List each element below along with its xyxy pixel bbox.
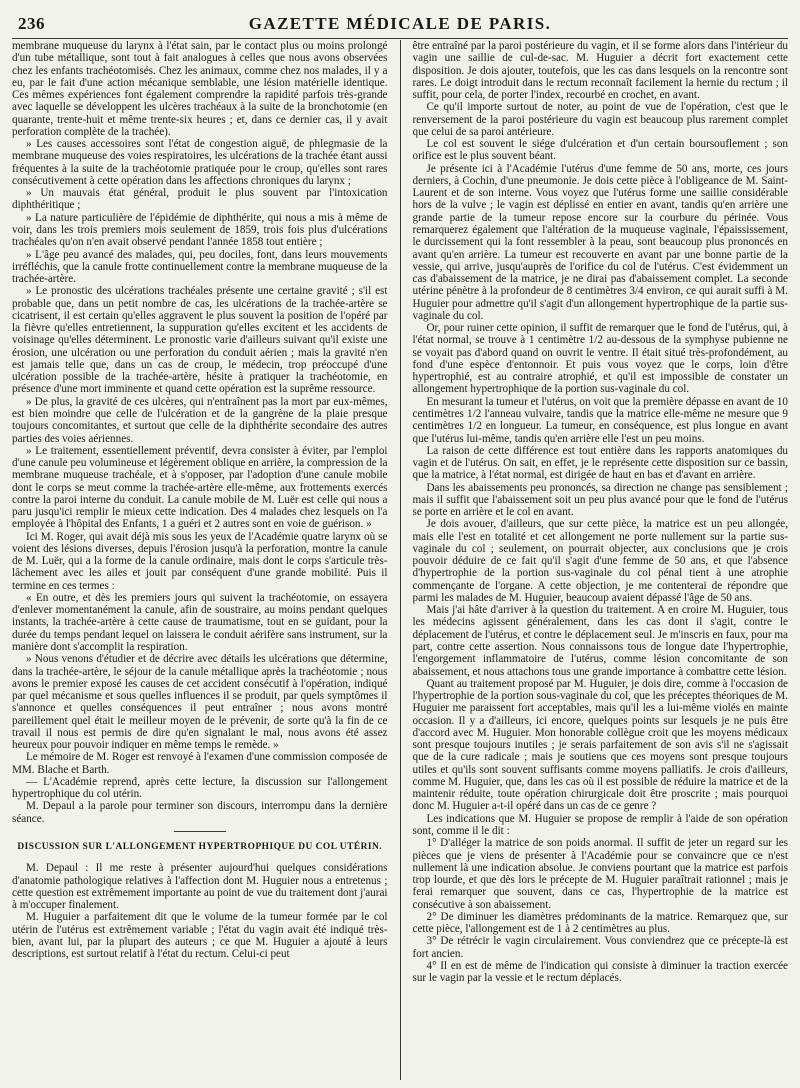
paragraph: » Les causes accessoires sont l'état de congestion aiguë, de phlegmasie de la membrane muqueuse des voies respiratoires, les ulcérations de la trachée étant aussi fréquentes à la suite de la trachéotomie pratiquée pour le croup, qu'elles sont rares consécutivement à cette opération dans les affections chroniques du larynx ; bbox=[12, 138, 388, 187]
paragraph: — L'Académie reprend, après cette lecture, la discussion sur l'allongement hypertrophique du col utérin. bbox=[12, 775, 388, 801]
paragraph: En mesurant la tumeur et l'utérus, on voit que la première dépasse en avant de 10 centimètres 1/2 l'anneau vulvaire, tandis que la matrice elle-même ne mesure que 9 centimètres 1/2 en longueur. La tumeur, en conséquence, est plus longue en avant que l'utérus lui-même, tandis qu'en arrière elle l'est un peu moins. bbox=[412, 395, 788, 445]
paragraph: membrane muqueuse du larynx à l'état sain, par le contact plus ou moins prolongé d'un tube métallique, sont tout à fait analogues à celles que nous avons observées chez les enfants trachéotomisés. Chez les animaux, comme chez nos malades, il y a eu, par le fait d'une action mécanique semblable, une lésion matérielle identique. Ces mêmes expériences font également comprendre la rapidité parfois très-grande avec laquelle se développent les ulcères trachéaux à la suite de la bronchotomie (en quarante, trente-huit et même trente-six heures ; et, dans ce dernier cas, il y avait perforation complète de la trachée). bbox=[12, 40, 388, 138]
paragraph: Ici M. Roger, qui avait déjà mis sous les yeux de l'Académie quatre larynx où se voient des lésions diverses, depuis l'érosion jusqu'à la perforation, montre la canule de M. Luër, qui a la forme de la canule ordinaire, mais dont le corps s'articule très-lâchement avec les ailes et jouit par conséquent d'une grande mobilité. Puis il termine en ces termes : bbox=[12, 530, 388, 592]
paragraph: être entraîné par la paroi postérieure du vagin, et il se forme alors dans l'intérieur du vagin une saillie de cul-de-sac. M. Huguier a décrit fort exactement cette disposition. Je dois ajouter, toutefois, que les cas dans lesquels on la rencontre sont rares. Le doigt introduit dans le rectum reconnaît facilement la hernie du rectum ; il suffit, pour cela, de porter l'index, recourbé en crochet, en avant. bbox=[412, 40, 788, 102]
paragraph: » De plus, la gravité de ces ulcères, qui n'entraînent pas la mort par eux-mêmes, est bien moindre que celle de l'ulcération et de la gangrène de la plaie presque toujours concomitantes, et surtout que celle de la diphthérite secondaire des autres parties des voies aériennes. bbox=[12, 395, 388, 445]
section-heading: DISCUSSION SUR L'ALLONGEMENT HYPERTROPHIQUE DU COL UTÉRIN. bbox=[17, 842, 383, 852]
paragraph: M. Depaul a la parole pour terminer son discours, interrompu dans la dernière séance. bbox=[12, 800, 388, 825]
paragraph: Les indications que M. Huguier se propose de remplir à l'aide de son opération sont, comme il le dit : bbox=[412, 812, 788, 837]
paragraph: Or, pour ruiner cette opinion, il suffit de remarquer que le fond de l'utérus, qui, à l'état normal, se trouve à 1 centimètre 1/2 au-dessous de la symphyse pubienne ne se voyait pas d'abord quand on ouvrit le ventre. Il était situé très-profondément, au fond d'une espèce d'entonnoir. Et puis vous voyez que le corps, loin d'être hypertrophié, est au contraire atrophié, et qu'il est impossible de constater un allongement hypertrophique de la portion sus-vaginale du col. bbox=[412, 322, 788, 396]
paragraph: Quant au traitement proposé par M. Huguier, je dois dire, comme à l'occasion de l'hypertrophie de la portion sous-vaginale du col, que les préceptes théoriques de M. Huguier me paraissent fort acceptables, mais qu'il les a lui-même violés en mainte occasion. Il y a d'ailleurs, ici encore, quelques points sur lesquels je ne puis être d'accord avec M. Huguier. Mon honorable collègue croit que les moyens médicaux sont presque toujours inutiles ; je serais parfaitement de son avis s'il ne s'agissait que de la cure radicale ; mais je soutiens que ces moyens sont presque toujours utiles et qu'ils sont souvent suffisants comme moyens palliatifs. Je crois d'ailleurs, comme M. Huguier, que, dans les cas où il est possible de réduire la matrice et de la maintenir réduite, toute opération chirurgicale doit être proscrite ; mais pourquoi donc M. Huguier a-t-il opéré dans un cas de ce genre ? bbox=[412, 677, 788, 813]
right-column bbox=[413, 40, 789, 1080]
paragraph: 3° De rétrécir le vagin circulairement. Vous conviendrez que ce précepte-là est fort ancien. bbox=[412, 935, 788, 960]
column-divider bbox=[400, 40, 401, 1080]
paragraph: » Un mauvais état général, produit le plus souvent par l'intoxication diphthéritique ; bbox=[12, 187, 388, 212]
paragraph: M. Huguier a parfaitement dit que le volume de la tumeur formée par le col utérin de l'utérus est extrêmement variable ; l'état du vagin avait été indiqué très-bien, avant lui, par la plupart des auteurs ; ce que M. Huguier a ajouté à leurs descriptions, est surtout relatif à l'état du rectum. Celui-ci peut bbox=[12, 911, 388, 961]
paragraph: » La nature particulière de l'épidémie de diphthérite, qui nous a mis à même de voir, dans les trois premiers mois seulement de 1859, trois fois plus d'ulcérations trachéales qu'on n'en avait observé pendant l'année 1858 tout entière ; bbox=[12, 211, 388, 249]
page-header bbox=[12, 10, 788, 39]
left-column bbox=[12, 40, 388, 1080]
page-number: 236 bbox=[18, 14, 45, 33]
paragraph: La raison de cette différence est tout entière dans les rapports anatomiques du vagin et de l'utérus. On sait, en effet, je le représente cette disposition sur ce bassin, que la matrice, à l'état normal, est dirigée de haut en bas et d'avant en arrière. bbox=[412, 444, 788, 482]
section-rule bbox=[174, 831, 226, 832]
journal-title: GAZETTE MÉDICALE DE PARIS. bbox=[248, 14, 552, 33]
paragraph: Dans les abaissements peu prononcés, sa direction ne change pas sensiblement ; mais il suffit que l'abaissement soit un peu plus avancé pour que le fond de l'utérus se porte en arrière et le col en avant. bbox=[412, 481, 788, 519]
paragraph: 1° D'alléger la matrice de son poids anormal. Il suffit de jeter un regard sur les pièces que je viens de présenter à l'Académie pour se convaincre que ce n'est nullement là une indication absolue. Je conviens pourtant que la matrice est parfois trop lourde, et que dès lors le précepte de M. Huguier paraîtrait rationnel ; mais je ferai remarquer que souvent, dans ce cas, l'hypertrophie de la matrice est consécutive à son abaissement. bbox=[412, 837, 788, 911]
paragraph: Je dois avouer, d'ailleurs, que sur cette pièce, la matrice est un peu allongée, mais elle l'est en totalité et cet allongement ne porte nullement sur la partie sus-vaginale du col ; seulement, on pourrait objecter, aux conclusions que je crois pouvoir déduire de ce fait qu'il s'agit d'une femme de 50 ans, et que l'absence d'hypertrophie de la portion sus-vaginale du col pénal tient à une atrophie commençante de l'organe. A cette objection, je me contenterai de répondre que parmi les malades de M. Huguier, beaucoup avaient dépassé l'âge de 50 ans. bbox=[412, 518, 788, 604]
paragraph: M. Depaul : Il me reste à présenter aujourd'hui quelques considérations d'anatomie pathologique relatives à l'affection dont M. Huguier nous a entretenus ; cette question est extrêmement importante au point de vue du traitement dont j'aurai à m'occuper finalement. bbox=[12, 862, 388, 912]
paragraph: « En outre, et dès les premiers jours qui suivent la trachéotomie, on essayera d'enlever momentanément la canule, afin de soustraire, au moins pendant quelques instants, la trachée-artère à cette cause de traumatisme, tout en se guidant, pour la durée du temps pendant lequel on laissera le conduit aérifère sans instrument, sur la manière dont s'accomplit la respiration. bbox=[12, 591, 388, 654]
paragraph: Je présente ici à l'Académie l'utérus d'une femme de 50 ans, morte, ces jours derniers, à Cochin, d'une pneumonie. Je dois cette pièce à l'obligeance de M. Saint-Laurent et de son interne. Vous voyez que l'utérus forme une saillie considérable hors de la vulve ; le vagin est déplissé en entier en avant, tandis qu'en arrière une grande partie de la tumeur repose encore sur la courbure du périnée. Vous remarquerez également que l'altération de la muqueuse vaginale, l'épaississement, le durcissement qui la font ressembler à la peau, sont beaucoup plus prononcés en avant qu'en arrière. La tumeur est recouverte en avant par une bonne partie de la vessie, qui arrive, jusqu'auprès de l'orifice du col de l'utérus. C'est évidemment un cas d'abaissement de la matrice, je ne dirai pas d'abaissement complet. La seconde utérine pénètre à la profondeur de 8 centimètres 3/4 environ, ce qui aurait suffi à M. Huguier pour admettre qu'il s'agit d'un allongement hypertrophique de la partie sus-vaginale du col. bbox=[412, 162, 788, 322]
paragraph: » Le traitement, essentiellement préventif, devra consister à éviter, par l'emploi d'une canule peu volumineuse et légèrement oblique en arrière, la compression de la membrane muqueuse trachéale, et à s'opposer, par l'adoption d'une canule mobile dont le corps se meut comme la trachée-artère elle-même, aux frottements exercés contre la paroi interne du conduit. La canule mobile de M. Luër est celle qui nous a paru jusqu'ici remplir le mieux cette indication. Des 4 malades chez lesquels on l'a employée à l'hôpital des Enfants, 1 a guéri et 2 autres sont en voie de guérison. » bbox=[12, 444, 388, 531]
text-columns bbox=[12, 40, 788, 1080]
paragraph: » L'âge peu avancé des malades, qui, peu dociles, font, dans leurs mouvements irréfléchis, que la canule frotte continuellement contre la membrane muqueuse de la trachée-artère. bbox=[12, 248, 388, 286]
paragraph: Le col est souvent le siége d'ulcération et d'un certain boursouflement ; son orifice est le plus souvent béant. bbox=[412, 138, 788, 163]
paragraph: » Nous venons d'étudier et de décrire avec détails les ulcérations que détermine, dans la trachée-artère, le séjour de la canule métallique après la trachéotomie ; nous avons le premier exposé les causes de cet accident consécutif à l'opération, indiqué par quel mécanisme et sous quelles influences il se produit, par quels symptômes il s'annonce et quelles conséquences il peut entraîner ; nous avons montré pareillement quel était le meilleur moyen de le prévenir, de sorte qu'à la fin de ce travail il nous est permis de dire qu'en signalant le mal, nous avons été assez heureux pour pouvoir indiquer en même temps le remède. » bbox=[12, 653, 388, 752]
paragraph: 2° De diminuer les diamètres prédominants de la matrice. Remarquez que, sur cette pièce, l'allongement est de 1 à 2 centimètres au plus. bbox=[412, 910, 788, 936]
paragraph: » Le pronostic des ulcérations trachéales présente une certaine gravité ; s'il est probable que, dans un petit nombre de cas, les ulcérations de la trachée-artère se cicatrisent, il est certain qu'elles aggravent le plus souvent la position de l'opéré par la fièvre qu'elles entretiennent, la suppuration qu'elles excitent et les accidents de voisinage qu'elles déterminent. Le pronostic varie d'ailleurs suivant qu'il existe une érosion, une ulcération ou une perforation du conduit aérien ; mais la gravité n'en est jamais telle que, dans un cas de croup, le médecin, trop préoccupé d'une ulcération possible de la trachée-artère, hésite à pratiquer la trachéotomie, en présence d'une mort imminente et quand cette opération est la suprême ressource. bbox=[12, 285, 388, 396]
paragraph: 4° Il en est de même de l'indication qui consiste à diminuer la traction exercée sur le vagin par la vessie et le rectum déplacés. bbox=[412, 959, 788, 985]
paragraph: Le mémoire de M. Roger est renvoyé à l'examen d'une commission composée de MM. Blache et Barth. bbox=[12, 751, 388, 776]
paragraph: Ce qu'il importe surtout de noter, au point de vue de l'opération, c'est que le renversement de la paroi postérieure du vagin est beaucoup plus rarement complet que celui de sa paroi antérieure. bbox=[412, 101, 788, 138]
paragraph: Mais j'ai hâte d'arriver à la question du traitement. A en croire M. Huguier, tous les médecins agissent généralement, dans les cas dont il s'agit, contre le déplacement de l'utérus, et contre le déplacement seul. Je m'inscris en faux, pour ma part, contre cette assertion. Nous connaissons tous de longue date l'hypertrophie, l'engorgement inflammatoire de l'utérus, comme lésion concomitante de son abaissement, et nous attachons tous une grande importance à combattre cette lésion. bbox=[412, 604, 788, 678]
